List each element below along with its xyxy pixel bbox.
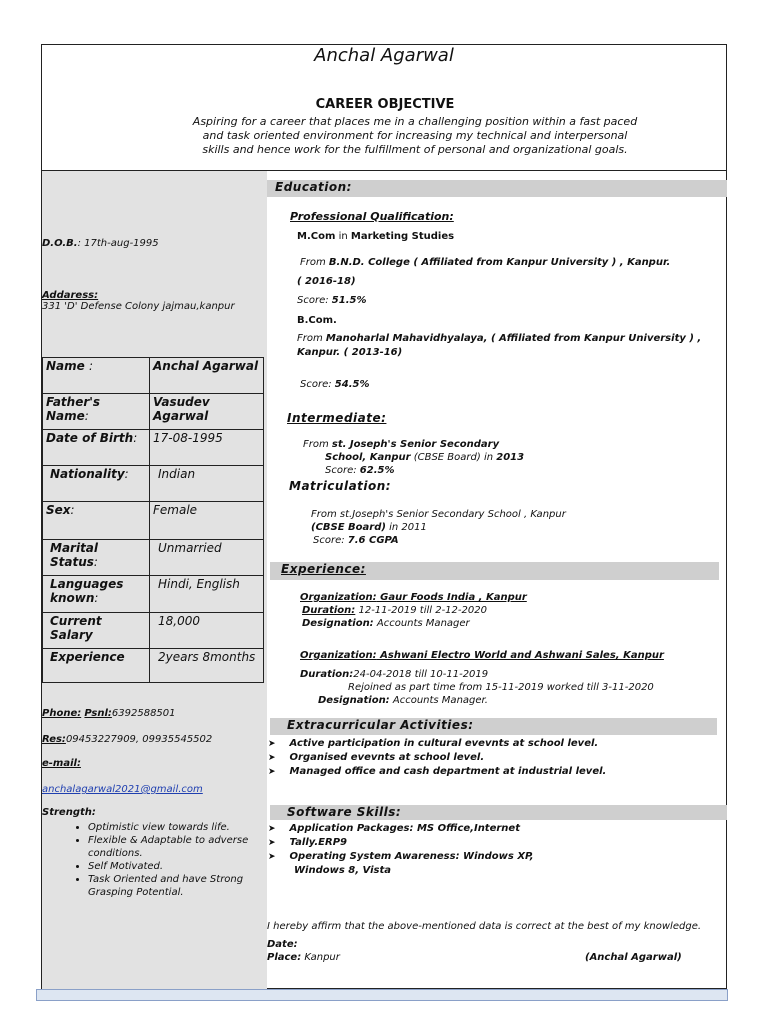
strength-list <box>42 821 262 899</box>
professional-title: Professional Qualification: <box>290 210 454 223</box>
objective-line: and task oriented environment for increasing my technical and interpersonal <box>202 129 628 142</box>
date-label: Date: <box>267 939 298 950</box>
table-row <box>43 649 264 683</box>
personal-info-table <box>42 357 264 683</box>
extracurricular-header <box>270 718 717 735</box>
info-key: Languages known: <box>43 576 150 613</box>
table-row <box>43 394 264 430</box>
info-key: Nationality: <box>43 466 150 502</box>
bottom-bar <box>36 989 728 1001</box>
job-org: Organization: Gaur Foods India , Kanpur <box>300 592 527 603</box>
mcom-score: Score: 51.5% <box>297 295 367 306</box>
job-designation: Designation: Accounts Manager <box>302 618 470 629</box>
arrow-bullet-icon: ➤ <box>268 753 276 763</box>
info-value: Female <box>150 502 264 540</box>
list-item-cont: Windows 8, Vista <box>294 865 391 876</box>
info-value: Indian <box>150 466 264 502</box>
list-item: • Optimistic view towards life. <box>88 821 262 834</box>
table-row <box>43 466 264 502</box>
objective-title: CAREER OBJECTIVE <box>315 97 455 112</box>
info-key: Current Salary <box>43 613 150 649</box>
dob-label: D.O.B. <box>42 238 78 249</box>
bcom-college: From Manoharlal Mahavidhyalaya, ( Affiliated from Kanpur University ) , <box>297 333 702 344</box>
info-value: Hindi, English <box>150 576 264 613</box>
arrow-bullet-icon: ➤ <box>268 824 276 834</box>
list-item: ➤ Application Packages: MS Office,Internet <box>268 823 520 834</box>
section-title: Education: <box>275 180 352 194</box>
strength-label: Strength: <box>42 807 96 818</box>
res-value: 09453227909, 09935545502 <box>65 734 213 745</box>
phone-value: 6392588501 <box>111 708 176 719</box>
inter-line1: From st. Joseph's Senior Secondary <box>303 439 500 450</box>
bcom-years: Kanpur. ( 2013-16) <box>297 347 403 358</box>
email-link[interactable]: anchalagarwal2021@gmail.com <box>42 784 203 795</box>
job-duration: Duration:24-04-2018 till 10-11-2019 <box>300 669 489 680</box>
info-value: 18,000 <box>150 613 264 649</box>
email-label: e-mail: <box>42 758 81 769</box>
info-key: Date of Birth: <box>43 430 150 466</box>
arrow-bullet-icon: ➤ <box>268 767 276 777</box>
info-key: Marital Status: <box>43 540 150 576</box>
matric-line2: (CBSE Board) in 2011 <box>311 522 427 533</box>
job-org: Organization: Ashwani Electro World and Ashwani Sales, Kanpur <box>300 650 664 661</box>
res-label: Res: <box>42 734 66 745</box>
objective-text <box>0 115 768 157</box>
table-row <box>43 613 264 649</box>
matric-line1: From st.Joseph's Senior Secondary School , Kanpur <box>311 509 566 520</box>
education-header <box>267 180 727 197</box>
bcom-score: Score: 54.5% <box>300 379 370 390</box>
section-title: Extracurricular Activities: <box>287 718 474 732</box>
list-item: • Task Oriented and have Strong Grasping Potential. <box>88 873 262 899</box>
section-divider <box>42 170 727 171</box>
arrow-bullet-icon: ➤ <box>268 838 276 848</box>
info-key: Father's Name: <box>43 394 150 430</box>
job-duration: Duration: 12-11-2019 till 2-12-2020 <box>302 605 487 616</box>
table-row <box>43 502 264 540</box>
mcom-line: M.Com in Marketing Studies <box>297 231 455 242</box>
arrow-bullet-icon: ➤ <box>268 852 276 862</box>
list-item: ➤ Managed office and cash department at industrial level. <box>268 766 607 777</box>
inter-line2: School, Kanpur (CBSE Board) in 2013 <box>325 452 525 463</box>
declaration: I hereby affirm that the above-mentioned data is correct at the best of my knowledge. <box>267 921 702 932</box>
info-key: Sex: <box>43 502 150 540</box>
software-list <box>268 822 534 877</box>
experience-header <box>270 562 719 580</box>
bcom-line: B.Com. <box>297 315 337 326</box>
mcom-years: ( 2016-18) <box>297 276 356 287</box>
candidate-name: Anchal Agarwal <box>314 45 454 66</box>
info-value: 17-08-1995 <box>150 430 264 466</box>
dob <box>42 238 159 249</box>
table-row <box>43 576 264 613</box>
mcom-college: From B.N.D. College ( Affiliated from Kanpur University ) , Kanpur. <box>300 257 671 268</box>
list-item: ➤ Operating System Awareness: Windows XP, <box>268 851 534 862</box>
software-header <box>270 805 727 820</box>
extracurricular-list <box>268 737 606 779</box>
list-item: ➤ Organised evevnts at school level. <box>268 752 485 763</box>
info-key: Experience <box>43 649 150 683</box>
intermediate-title: Intermediate: <box>287 411 387 425</box>
address <box>42 290 235 312</box>
matriculation-title: Matriculation: <box>289 479 392 493</box>
matric-score: Score: 7.6 CGPA <box>313 535 399 546</box>
job-note: Rejoined as part time from 15-11-2019 worked till 3-11-2020 <box>348 682 654 693</box>
address-value: 331 'D' Defense Colony jajmau,kanpur <box>42 301 235 312</box>
list-item: • Self Motivated. <box>88 860 262 873</box>
dob-value: : 17th-aug-1995 <box>77 238 159 249</box>
table-row <box>43 358 264 394</box>
phone-label: Phone: <box>42 708 82 719</box>
list-item: ➤ Active participation in cultural evevnts at school level. <box>268 738 599 749</box>
place: Place: Kanpur <box>267 952 340 963</box>
list-item: • Flexible & Adaptable to adverse conditions. <box>88 834 262 860</box>
job-designation: Designation: Accounts Manager. <box>318 695 488 706</box>
info-value: 2years 8months <box>150 649 264 683</box>
section-title: Experience: <box>281 562 366 576</box>
inter-score: Score: 62.5% <box>325 465 395 476</box>
table-row <box>43 540 264 576</box>
objective-line: skills and hence work for the fulfillment of personal and organizational goals. <box>202 143 628 156</box>
address-label: Addaress: <box>42 290 99 301</box>
phone <box>42 708 176 719</box>
section-title: Software Skills: <box>287 805 402 819</box>
objective-line: Aspiring for a career that places me in a challenging position within a fast paced <box>192 115 638 128</box>
info-value: Anchal Agarwal <box>150 358 264 394</box>
table-row <box>43 430 264 466</box>
info-key: Name : <box>43 358 150 394</box>
arrow-bullet-icon: ➤ <box>268 739 276 749</box>
phone-psnl-label: Psnl: <box>84 708 112 719</box>
info-value: Vasudev Agarwal <box>150 394 264 430</box>
signature: (Anchal Agarwal) <box>585 952 682 963</box>
list-item: ➤ Tally.ERP9 <box>268 837 348 848</box>
info-value: Unmarried <box>150 540 264 576</box>
res-phone <box>42 734 212 745</box>
